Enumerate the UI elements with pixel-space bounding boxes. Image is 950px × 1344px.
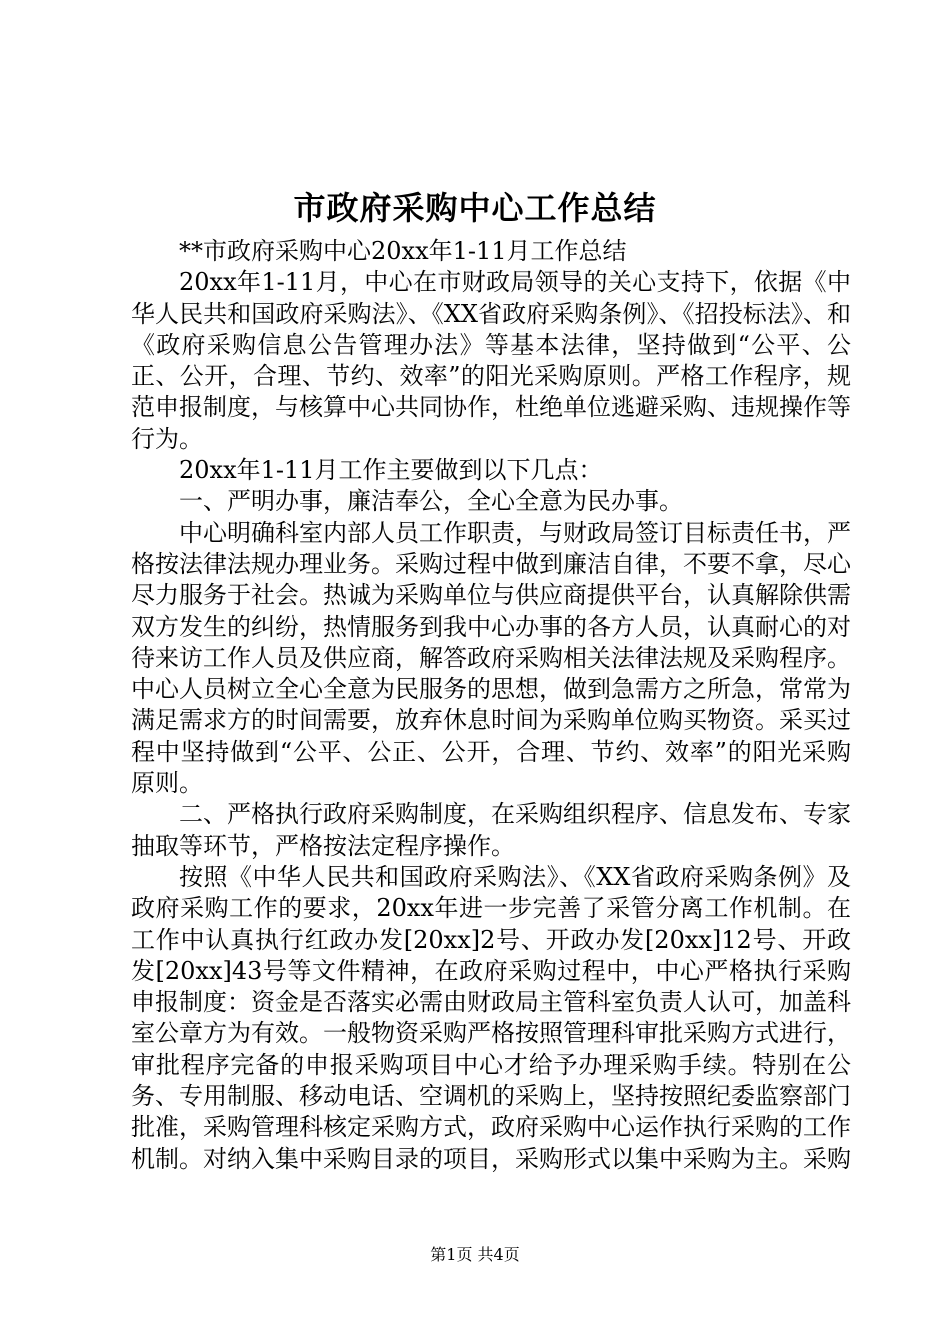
paragraph: 按照《中华人民共和国政府采购法》、《XX省政府采购条例》及政府采购工作的要求，20xx年进一步完善了采管分离工作机制。在工作中认真执行红政办发[20xx]2号、开政办发[20xx]12号、开政发[20xx]43号等文件精神，在政府采购过程中，中心严格执行采购申报制度：资金是否落实必需由财政局主管科室负责人认可，加盖科室公章方为有效。一般物资采购严格按照管理科审批采购方式进行，审批程序完备的申报采购项目中心才给予办理采购手续。特别在公务、专用制服、移动电话、空调机的采购上，坚持按照纪委监察部门批准，采购管理科核定采购方式，政府采购中心运作执行采购的工作机制。对纳入集中采购目录的项目，采购形式以集中采购为主。采购 (131, 862, 851, 1173)
paragraph: **市政府采购中心20xx年1-11月工作总结 (179, 237, 627, 265)
paragraph: 二、严格执行政府采购制度，在采购组织程序、信息发布、专家抽取等环节，严格按法定程序操作。 (131, 800, 851, 860)
paragraph: 中心明确科室内部人员工作职责，与财政局签订目标责任书，严格按法律法规办理业务。采购过程中做到廉洁自律，不要不拿，尽心尽力服务于社会。热诚为采购单位与供应商提供平台，认真解除供需双方发生的纠纷，热情服务到我中心办事的各方人员，认真耐心的对待来访工作人员及供应商，解答政府采购相关法律法规及采购程序。中心人员树立全心全意为民服务的思想，做到急需方之所急，常常为满足需求方的时间需要，放弃休息时间为采购单位购买物资。采买过程中坚持做到“公平、公正、公开，合理、节约、效率”的阳光采购原则。 (131, 518, 851, 798)
paragraph: 一、严明办事，廉洁奉公，全心全意为民办事。 (179, 487, 683, 516)
document-body (131, 236, 851, 1175)
page-footer: 第1页 共4页 (430, 1245, 520, 1264)
document-title: 市政府采购中心工作总结 (293, 189, 657, 227)
paragraph: 20xx年1-11月，中心在市财政局领导的关心支持下，依据《中华人民共和国政府采购法》、《XX省政府采购条例》、《招投标法》、和《政府采购信息公告管理办法》等基本法律，坚持做到“公平、公正、公开，合理、节约、效率”的阳光采购原则。严格工作程序，规范申报制度，与核算中心共同协作，杜绝单位逃避采购、违规操作等行为。 (131, 268, 851, 453)
paragraph: 20xx年1-11月工作主要做到以下几点： (179, 456, 603, 485)
